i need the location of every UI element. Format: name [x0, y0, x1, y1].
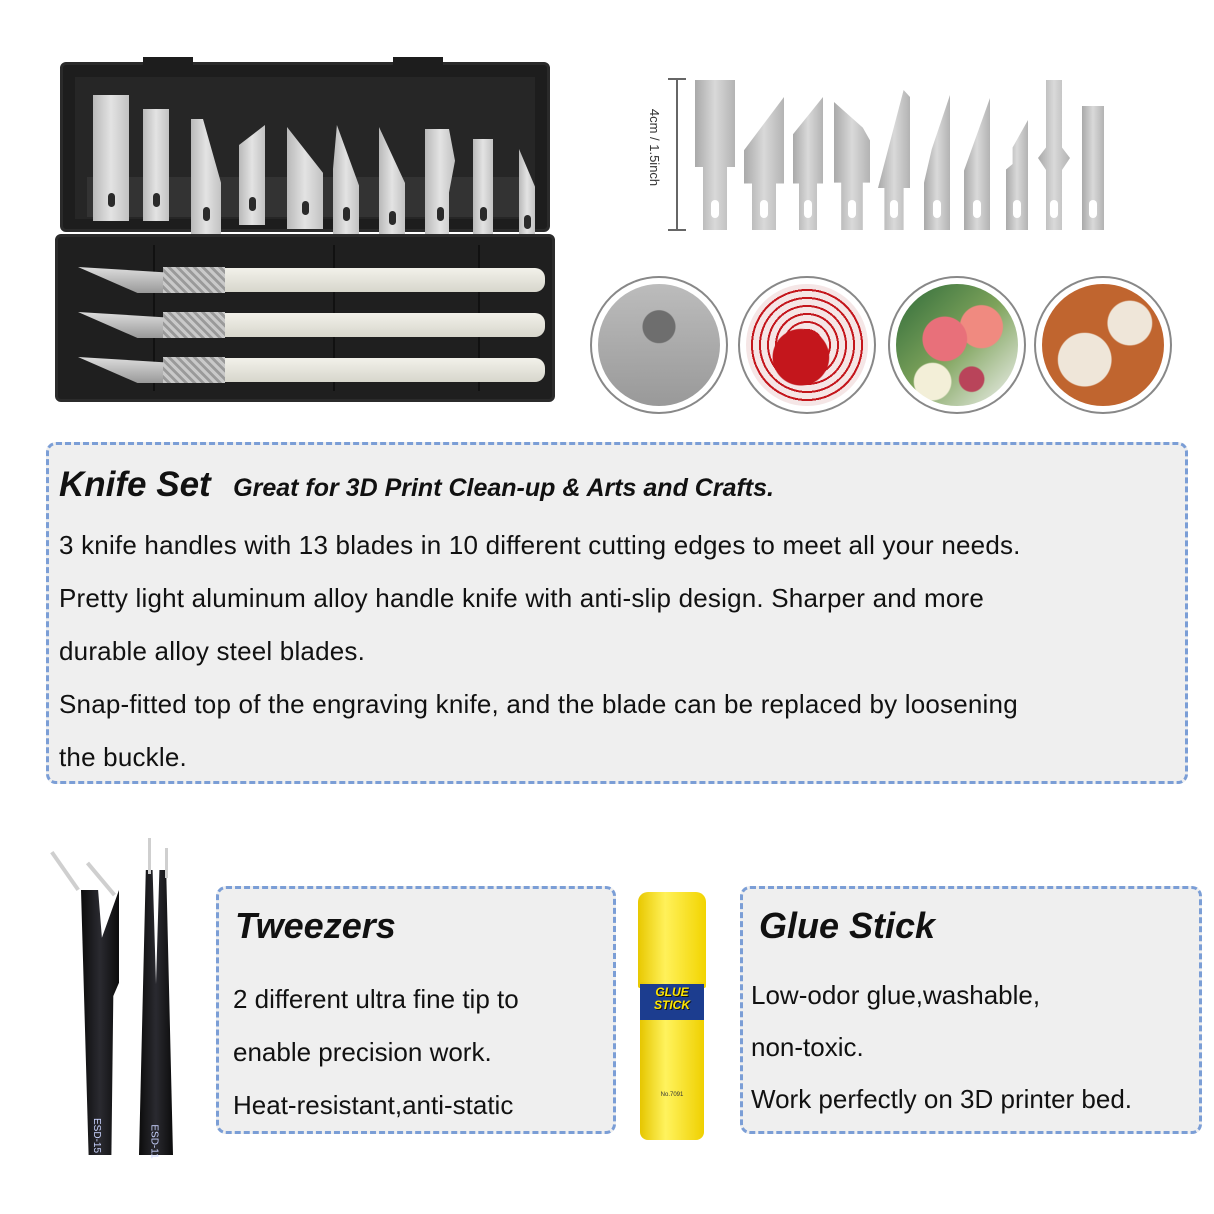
case-base	[55, 234, 555, 402]
glue-stick-description	[740, 886, 1202, 1134]
stencil-cutting-image	[1034, 276, 1172, 414]
pencil-carving-image	[590, 276, 728, 414]
blade-sample	[964, 98, 990, 230]
glue-brand-label: GLUE STICK	[654, 985, 690, 1012]
spare-blade	[191, 119, 221, 235]
tweezer-tip	[50, 851, 80, 891]
hobby-knife	[78, 312, 548, 338]
blade-sample	[878, 90, 910, 230]
knife-case-photo	[55, 52, 555, 404]
tweezers-line: 2 different ultra fine tip to	[233, 984, 519, 1014]
knife-set-line: durable alloy steel blades.	[59, 636, 366, 666]
glue-stick-photo	[638, 892, 706, 1142]
knife-set-subtitle: Great for 3D Print Clean-up & Arts and Crafts.	[233, 474, 774, 502]
tweezers-description	[216, 886, 616, 1134]
curved-tweezer	[81, 890, 119, 1155]
spare-blade	[239, 125, 265, 225]
usage-examples	[588, 268, 1178, 418]
tweezers-photo	[55, 830, 185, 1159]
glue-stick-title: Glue Stick	[759, 905, 936, 946]
blade-sample	[744, 97, 784, 230]
scale-cap	[668, 78, 686, 80]
knife-set-title: Knife Set	[59, 465, 211, 504]
spare-blade	[473, 139, 493, 235]
spare-blade	[333, 125, 359, 235]
tweezers-line: enable precision work.	[233, 1037, 492, 1067]
blade-sample	[834, 102, 870, 230]
knife-set-header	[59, 465, 774, 505]
tweezers-line: Heat-resistant,anti-static	[233, 1090, 514, 1120]
blade-sample	[1006, 120, 1028, 230]
knife-set-description	[46, 442, 1188, 784]
scale-cap	[668, 229, 686, 231]
knife-set-line: the buckle.	[59, 742, 187, 772]
straight-tweezer	[139, 870, 173, 1155]
case-lid	[60, 62, 550, 232]
blade-lineup-photo	[640, 70, 1120, 240]
spare-blade	[379, 127, 405, 239]
tweezer-tip	[165, 848, 168, 878]
tweezer-model-label: ESD-11	[148, 1124, 160, 1159]
paper-cutting-image	[738, 276, 876, 414]
hobby-knife	[78, 357, 548, 383]
tweezers-title: Tweezers	[235, 905, 396, 946]
hobby-knife	[78, 267, 548, 293]
spare-blade	[143, 109, 169, 221]
blade-sample	[793, 97, 823, 230]
scale-bar	[676, 78, 678, 230]
blade-sample	[1038, 80, 1070, 230]
tweezers-body	[233, 973, 519, 1132]
blade-sample	[924, 95, 950, 230]
knife-set-line: Snap-fitted top of the engraving knife, and the blade can be replaced by loosening	[59, 689, 1018, 719]
glue-stick-line: Low-odor glue,washable,	[751, 980, 1041, 1010]
case-hinge	[143, 57, 193, 69]
blade-tray	[75, 77, 535, 219]
knife-set-line: Pretty light aluminum alloy handle knife with anti-slip design. Sharper and more	[59, 583, 985, 613]
case-hinge	[393, 57, 443, 69]
knife-set-line: 3 knife handles with 13 blades in 10 different cutting edges to meet all your needs.	[59, 530, 1021, 560]
knife-set-body	[59, 519, 1021, 784]
scale-label: 4cm / 1.5inch	[647, 108, 663, 187]
glue-stick-body	[751, 969, 1132, 1125]
glue-cap	[638, 892, 706, 988]
spare-blade	[93, 95, 129, 221]
tweezer-tip	[148, 838, 151, 874]
blade-sample	[1082, 106, 1104, 230]
spare-blade	[287, 127, 323, 229]
glue-stick-line: Work perfectly on 3D printer bed.	[751, 1084, 1133, 1114]
blade-sample	[695, 80, 735, 230]
glue-stick-line: non-toxic.	[751, 1032, 864, 1062]
spare-blade	[425, 129, 455, 235]
spare-blade	[519, 149, 535, 243]
glue-model-label: No.7091	[660, 1092, 684, 1098]
tweezer-model-label: ESD-15	[91, 1117, 103, 1154]
fruit-carving-image	[888, 276, 1026, 414]
